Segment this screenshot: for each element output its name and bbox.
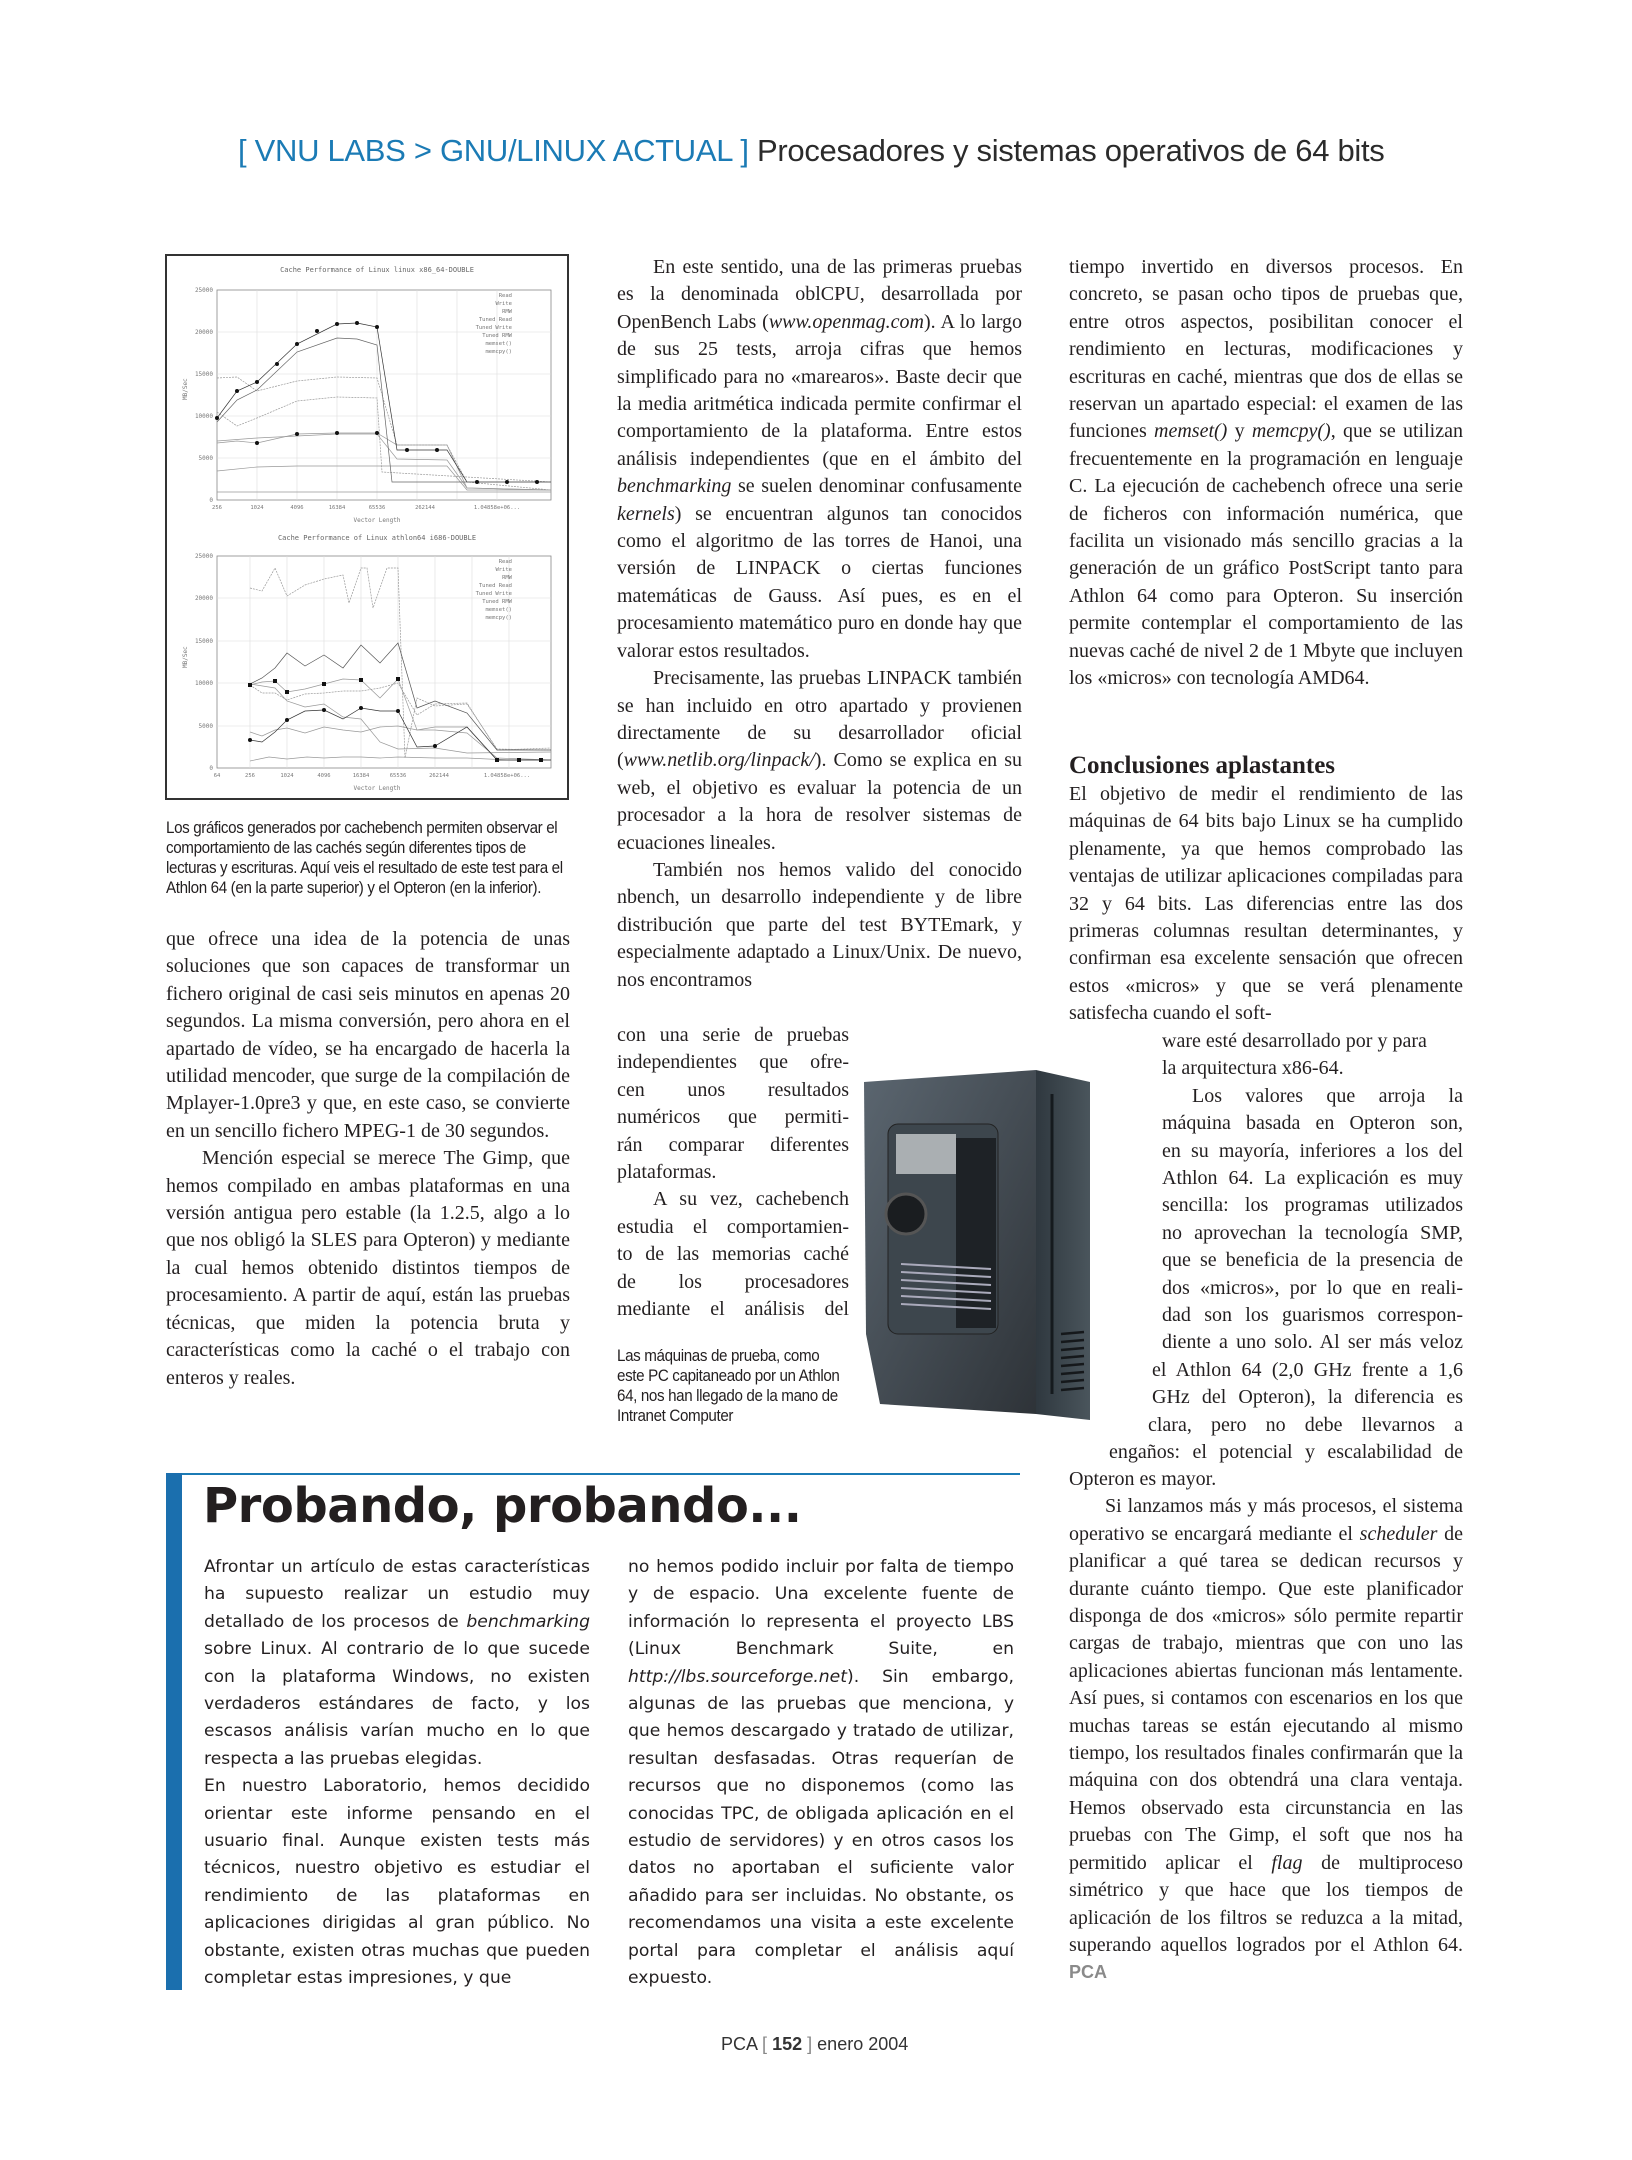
sidebar-accent-bar [166,1473,182,1990]
svg-text:65536: 65536 [389,773,407,779]
sidebar-right-column [628,1554,1014,1993]
svg-text:memcpy(): memcpy() [485,615,512,621]
chart-athlon64-cache [177,260,561,528]
chart-opteron-svg [177,528,561,796]
svg-text:Tuned Read: Tuned Read [478,583,512,589]
netlib-url[interactable]: www.netlib.org/linpack/ [623,749,815,772]
col3-paragraph-4: Si lanzamos más y más procesos, el sistema operativo se encargará mediante el scheduler de planificar a qué tarea se dedican recursos y durante cuánto tiempo. Que este planificador disponga de dos «micros» sólo permite repartir cargas de trabajo, mientras que con uno las aplicaciones abiertas funcionan más lentamente. Así pues, si contamos con escenarios en los que muchas tareas se están ejecutando al mismo tiempo, los resultados finales confirmarán que la máquina con dos obtendrá una clara ventaja. Hemos observado esta circunstancia en las pruebas con The Gimp, el soft que nos ha permitido aplicar el flag de multiproceso simétrico y que hace que los tiempos de aplicación de los filtros se reduzca a la mitad, superando aquellos logrados por el Athlon 64. PCA [1069,1495,1463,1983]
svg-text:10000: 10000 [194,680,213,687]
svg-text:25000: 25000 [194,553,213,560]
col1-paragraph-1: que ofrece una idea de la potencia de unas soluciones que son capaces de transformar un fichero original de casi seis minutos en apenas 20 segundos. La misma conversión, pero ahora en el apartado de vídeo, se ha encargado de hacerla la utilidad mencoder, que surge de la compilación de Mplayer-1.0pre3 y que, en este caso, se convierte en un sencillo fichero MPEG-1 de 30 segundos. [166,928,570,1142]
svg-text:memset(): memset() [485,607,512,613]
column-3-wrap-b: el Athlon 64 (2,0 GHz frente a 1,6 GHz del Opteron), la diferencia es [1152,1359,1463,1409]
svg-text:Tuned RMW: Tuned RMW [482,599,512,605]
svg-text:20000: 20000 [194,595,213,602]
svg-text:memset(): memset() [485,341,512,347]
col2-paragraph-2: Precisamente, las pruebas LINPACK también se han incluido en otro apartado y provienen directamente de su desarrollador oficial (www.netlib.org/linpack/). Como se explica en su web, el objetivo es evaluar la potencia de un procesador a la hora de resolver sistemas de ecuaciones lineales. [617,667,1022,854]
column-3-wrap-a: ware esté desarrollado por y para la arquitectura x86-64. Los valores que arroja la máquina basada en Opteron son, en su mayoría, inferiores a los del Athlon 64. La explicación es muy sencilla: los programas utilizados no aprovechan la tecnología SMP, que se beneficia de la presencia de dos «micros», por lo que en reali- dad son los guarismos correspon- diente a uno solo. Al ser más veloz [1162,1030,1463,1354]
svg-text:RMW: RMW [502,575,512,581]
svg-text:Tuned RMW: Tuned RMW [482,333,512,339]
page-title: Procesadores y sistemas operativos de 64 bits [757,133,1385,168]
svg-text:Tuned Write: Tuned Write [475,325,512,331]
col3-paragraph-2: El objetivo de medir el rendimiento de las máquinas de 64 bits bajo Linux se ha cumplido plenamente, ya que hemos comprobado las ventajas de utilizar aplicaciones compiladas para 32 y 64 bits. Las diferencias entre las dos primeras columnas resultan determinantes, y confirman esa excelente sensación que ofrecen estos «micros» y que se verá plenamente satisfecha cuando el soft- [1069,783,1463,1025]
svg-text:15000: 15000 [194,638,213,645]
column-3-wrap-d: engaños: el potencial y escalabilidad de [1109,1441,1463,1463]
column-2-narrow: con una serie de pruebas independientes que ofre- cen unos resultados numéricos que permiti- rán comparar diferentes plataformas. A su vez, cachebench estudia el comportamien- to de las memorias caché de los procesadores mediante el análisis del [617,1024,849,1321]
svg-text:10000: 10000 [194,413,213,420]
sidebar-title: Probando, probando... [203,1478,802,1534]
section-breadcrumb: [ VNU LABS > GNU/LINUX ACTUAL ] [238,133,749,168]
footer-date: enero 2004 [817,2034,909,2054]
chart-athlon64-svg [177,260,561,528]
svg-text:1.04858e+06...: 1.04858e+06... [483,773,531,779]
pc-tower-photo [856,1064,1090,1424]
column-3-wrap-c: clara, pero no debe llevarnos a [1148,1414,1463,1436]
page-header [238,133,1398,183]
svg-text:256: 256 [245,773,255,779]
col3-paragraph-1: tiempo invertido en diversos procesos. En concreto, se pasan ocho tipos de pruebas que, entre otros aspectos, posibilitan conocer el rendimiento en lecturas, modificaciones y escrituras en caché, mientras que dos de ellas se reservan un apartado especial: el examen de las funciones memset() y memcpy(), que se utilizan frecuentemente en la programación en lenguaje C. La ejecución de cachebench ofrece una serie de ficheros con información numérica, que facilita un visionado más sencillo gracias a la generación de un gráfico PostScript tanto para Athlon 64 como para Opteron. Su inserción permite contemplar el comportamiento de las nuevas caché de nivel 2 de 1 Mbyte que incluyen los «micros» con tecnología AMD64. [1069,256,1463,690]
lbs-url[interactable]: http://lbs.sourceforge.net [628,1666,847,1687]
svg-text:Write: Write [495,301,512,307]
svg-text:65536: 65536 [368,505,386,511]
svg-text:Vector Length: Vector Length [353,517,401,524]
openmag-url[interactable]: www.openmag.com [768,310,925,333]
svg-text:1024: 1024 [250,505,264,511]
footer-magazine: PCA [721,2034,758,2054]
svg-text:Read: Read [498,293,512,299]
svg-text:256: 256 [212,505,222,511]
svg-text:1.04858e+06...: 1.04858e+06... [473,505,521,511]
chart-opteron-cache [177,528,561,796]
svg-text:RMW: RMW [502,309,512,315]
svg-text:Tuned Write: Tuned Write [475,591,512,597]
svg-text:memcpy(): memcpy() [485,349,512,355]
sidebar-left-column [204,1554,590,1993]
svg-text:64: 64 [213,773,221,779]
svg-text:25000: 25000 [194,287,213,294]
svg-text:Cache Performance of Linux lin: Cache Performance of Linux linux x86_64-DOUBLE [280,266,474,274]
column-3 [1069,254,1463,693]
svg-text:MB/Sec: MB/Sec [182,378,189,400]
page-footer: PCA [ 152 ] enero 2004 [721,2034,909,2054]
svg-text:16384: 16384 [328,505,346,511]
svg-text:20000: 20000 [194,329,213,336]
section-heading-conclusiones: Conclusiones aplastantes [1069,752,1336,779]
sidebar-top-rule [166,1473,1020,1475]
col1-paragraph-2: Mención especial se merece The Gimp, que hemos compilado en ambas plataformas en una versión antigua pero estable (la 1.2.5, algo a lo que nos obligó la SLES para Opteron) y mediante la cual hemos obtenido distintos tiempos de procesamiento. A partir de aquí, están las pruebas técnicas, que miden la potencia bruta y características como la caché o el trabajo con enteros y reales. [166,1147,570,1389]
svg-text:Cache Performance of Linux ath: Cache Performance of Linux athlon64 i686-DOUBLE [277,534,477,542]
pc-tower-illustration [856,1064,1090,1424]
column-2 [617,254,1022,994]
svg-text:Write: Write [495,567,512,573]
svg-text:262144: 262144 [415,505,435,511]
column-3-conclusion [1069,781,1463,1028]
svg-text:5000: 5000 [198,723,213,730]
sidebar-paragraph-1: Afrontar un artículo de estas características ha supuesto realizar un estudio muy detallado de los procesos de benchmarking sobre Linux. Al contrario de lo que sucede con la plataforma Windows, no existen verdaderos estándares de facto, y los escasos análisis varían mucho en lo que respecta a las pruebas elegidas. [204,1557,590,1769]
svg-text:0: 0 [209,765,213,772]
svg-text:262144: 262144 [429,773,449,779]
svg-text:4096: 4096 [317,773,331,779]
svg-text:Vector Length: Vector Length [353,785,401,792]
svg-text:0: 0 [209,497,213,504]
svg-text:Read: Read [498,559,512,565]
column-3-final: Opteron es mayor. Si lanzamos más y más procesos, el sistema operativo se encargará mediante el scheduler de planificar a qué tarea se dedican recursos y durante cuánto tiempo. Que este planificador disponga de dos «micros» sólo permite repartir cargas de trabajo, mientras que con uno las aplicaciones abiertas funcionan más lentamente. Así pues, si contamos con escenarios en los que muchas tareas se están ejecutando al mismo tiempo, los resultados finales confirmarán que la máquina con dos obtendrá una clara ventaja. Hemos observado esta circunstancia en las pruebas con The Gimp, el soft que nos ha permitido aplicar el flag de multiproceso simétrico y que hace que los tiempos de aplicación de los filtros se reduzca a la mitad, superando aquellos logrados por el Athlon 64. PCA [1069,1466,1463,1987]
author-signature: PCA [1069,1962,1108,1983]
svg-text:MB/Sec: MB/Sec [182,646,189,668]
svg-text:Tuned Read: Tuned Read [478,317,512,323]
sidebar-paragraph-2: En nuestro Laboratorio, hemos decidido orientar este informe pensando en el usuario final. Aunque existen tests más técnicos, nuestro objetivo es estudiar el rendimiento de las plataformas en aplicaciones dirigidas al gran público. No obstante, existen otras muchas que pueden completar estas impresiones, y que [204,1776,590,1989]
svg-text:15000: 15000 [194,371,213,378]
svg-text:4096: 4096 [290,505,304,511]
figure-caption: Los gráficos generados por cachebench permiten observar el comportamiento de las cachés según diferentes tipos de lecturas y escrituras. Aquí veis el resultado de este test para el Athlon 64 (en la parte superior) y el Opteron (en la inferior). [166,819,563,897]
column-1 [166,926,570,1392]
col2-paragraph-1: En este sentido, una de las primeras pruebas es la denominada oblCPU, desarrollada por OpenBench Labs (www.openmag.com). A lo largo de sus 25 tests, arroja cifras que hemos simplificado para no «marearos». Baste decir que la media aritmética indicada permite confirmar el comportamiento de la plataforma. Entre estos análisis independientes (que en el ámbito del benchmarking se suelen denominar confusamente kernels) se encuentran algunos tan conocidos como el algoritmo de las torres de Hanoi, una versión de LINPACK o ciertas funciones matemáticas de Gauss. Así pues, es en el procesamiento matemático puro en donde hay que valorar estos resultados. [617,256,1023,662]
sidebar-paragraph-3: no hemos podido incluir por falta de tiempo y de espacio. Una excelente fuente de información lo representa el proyecto LBS (Linux Benchmark Suite, en http://lbs.sourceforge.net). Sin embargo, algunas de las pruebas que menciona, y que hemos descargado y tratado de utilizar, resultan desfasadas. Otras requerían de recursos que no disponemos (como las conocidas TPC, de obligada aplicación en el estudio de servidores) y en otros casos los datos no aportaban el suficiente valor añadido para ser incluidas. No obstante, os recomendamos una visita a este excelente portal para completar el análisis aquí expuesto. [628,1557,1014,1989]
svg-text:5000: 5000 [198,455,213,462]
cachebench-figure [165,254,569,800]
svg-text:1024: 1024 [280,773,294,779]
svg-text:16384: 16384 [352,773,370,779]
page-number: 152 [772,2034,803,2054]
photo-caption: Las máquinas de prueba, como este PC capitaneado por un Athlon 64, nos han llegado de la mano de Intranet Computer [617,1347,840,1425]
col2-paragraph-3: También nos hemos valido del conocido nbench, un desarrollo independiente y de libre distribución que parte del test BYTEmark, y especialmente adaptado a Linux/Unix. De nuevo, nos encontramos [617,858,1022,991]
